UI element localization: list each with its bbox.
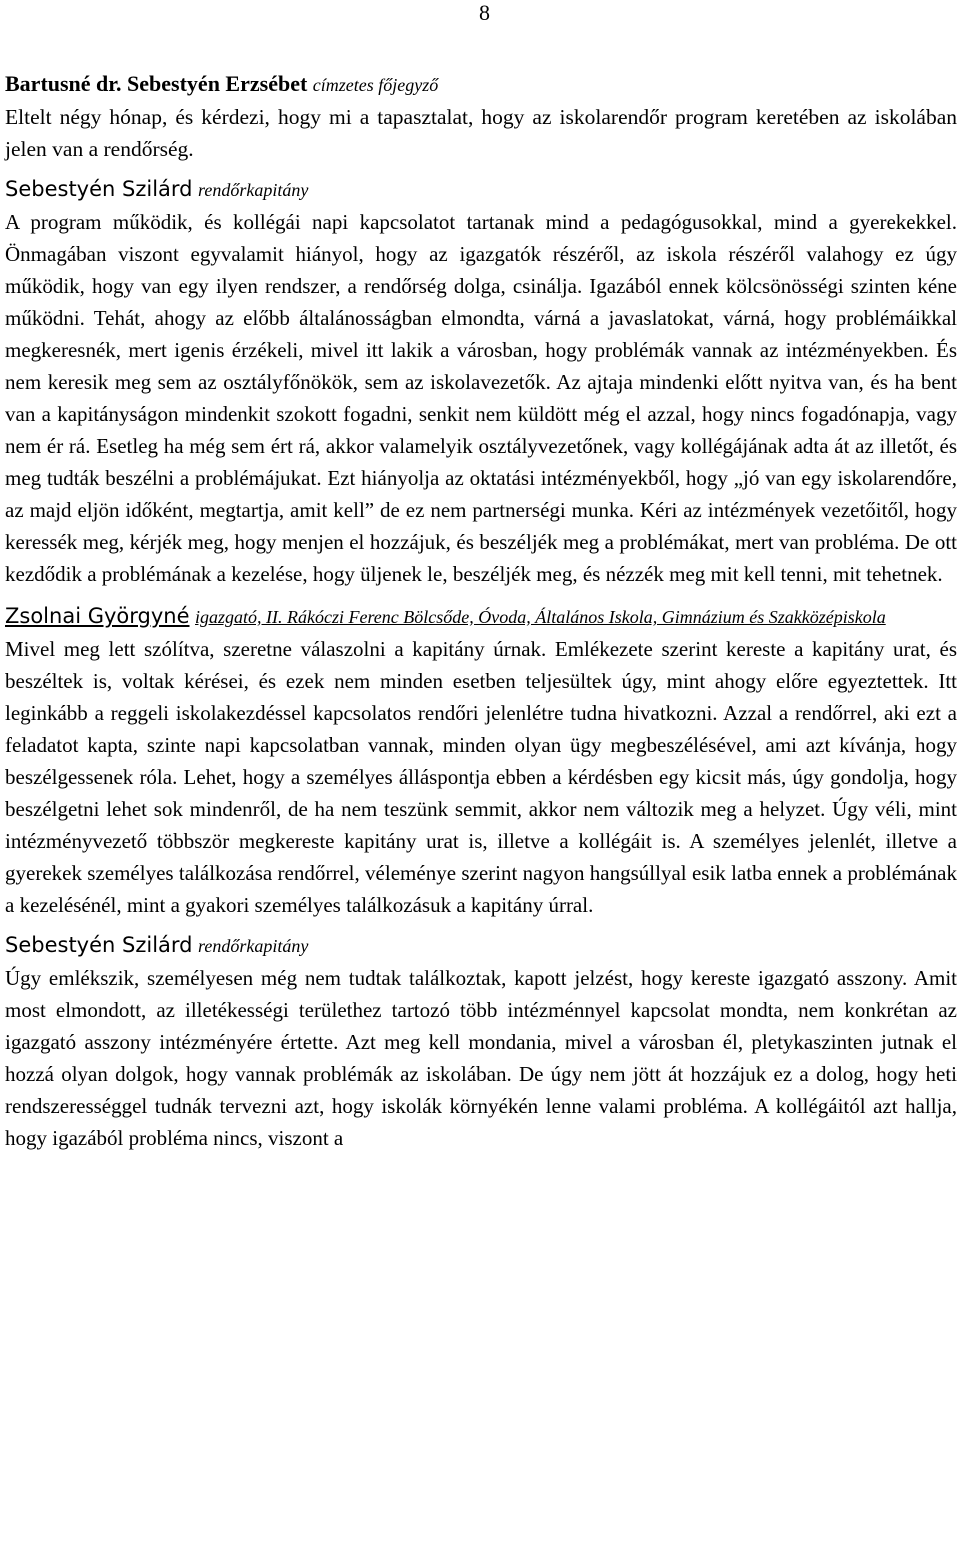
speech-block-2	[5, 173, 957, 590]
speaker-name: Sebestyén Szilárd	[5, 177, 193, 201]
speech-block-3	[5, 600, 957, 921]
speech-text: Mivel meg lett szólítva, szeretne válaszolni a kapitány úrnak. Emlékezete szerint kereste a kapitány urat, és beszéltek is, voltak kérései, és ezek nem minden esetben teljesültek úgy, mint ahogy előre egyeztettek. Itt leginkább a reggeli iskolakezdéssel kapcsolatos rendőri jelenlétre tudna hivatkozni. Azzal a rendőrrel, aki ezt a feladatot kapta, szinte napi kapcsolatban vannak, minden olyan ügy megbeszélésével, ami azt kívánja, hogy beszélgessenek róla. Lehet, hogy a személyes álláspontja ebben a kérdésben egy kicsit más, úgy gondolja, hogy beszélgetni lehet sok mindenről, de ha nem teszünk semmit, akkor nem változik meg a helyzet. Úgy véli, mint intézményvezető többször megkereste kapitány urat is, illetve a kollégáit is. A személyes jelenlét, illetve a gyerekek személyes találkozása rendőrrel, véleménye szerint nagyon hangsúllyal esik latba ennek a problémának a kezelésénél, mint a gyakori személyes találkozásuk a kapitány úrral.	[5, 637, 957, 917]
speaker-role: igazgató, II. Rákóczi Ferenc Bölcsőde, Óvoda, Általános Iskola, Gimnázium és Szakközépiskola	[195, 607, 886, 627]
speech-text: Úgy emlékszik, személyesen még nem tudtak találkoztak, kapott jelzést, hogy kereste igazgató asszony. Amit most elmondott, az illetékességi területhez tartozó több intézménnyel kapcsolat mondta, nem konkrétan az igazgató asszony intézményére értette. Azt meg kell mondania, mivel a városban él, pletykaszinten jutnak el hozzá olyan dolgok, hogy vannak problémák az iskolában. De úgy nem jött át hozzájuk ez a dolog, hogy heti rendszerességgel tudnák tervezni azt, hogy iskolák környékén lenne valami probléma. A kollégáitól azt hallja, hogy igazából probléma nincs, viszont a	[5, 966, 957, 1150]
speech-text: Eltelt négy hónap, és kérdezi, hogy mi a tapasztalat, hogy az iskolarendőr program keretében az iskolában jelen van a rendőrség.	[5, 105, 957, 161]
speaker-name: Sebestyén Szilárd	[5, 933, 193, 957]
speaker-role: rendőrkapitány	[198, 936, 309, 956]
speaker-role: címzetes főjegyző	[312, 75, 439, 95]
speech-block-4	[5, 929, 957, 1154]
speech-text: A program működik, és kollégái napi kapcsolatot tartanak mind a pedagógusokkal, mind a gyerekekkel. Önmagában viszont egyvalamit hiányol, hogy az igazgatók részéről, az iskola részéről valahogy ez úgy működik, hogy van egy ilyen rendszer, a rendőrség dolga, csinálja. Igazából ennek kölcsönösségi szinten kéne működni. Tehát, ahogy az előbb általánosságban elmondta, várná a javaslatokat, várná, hogy problémáikkal megkeresnék, mert igenis érzékeli, mivel itt lakik a városban, hogy problémák vannak az intézményekben. És nem keresik meg sem az osztályfőnökök, sem az iskolavezetők. Az ajtaja mindenki előtt nyitva van, és ha bent van a kapitányságon mindenkit szokott fogadni, senkit nem küldött még el azzal, hogy nincs fogadónapja, vagy nem ér rá. Esetleg ha még sem ért rá, akkor valamelyik osztályvezetőnek, vagy kollégájának adta át az illetőt, és meg tudták beszélni a problémájukat. Ezt hiányolja az oktatási intézményekből, hogy „jó van egy iskolarendőre, az majd eljön időként, megtartja, amit kell” de ez nem partnerségi munka. Kéri az intézmények vezetőitől, hogy keressék meg, kérjék meg, hogy menjen el hozzájuk, és beszéljék meg a problémákat, mert van probléma. De ott kezdődik a problémának a kezelése, hogy üljenek le, beszéljék meg, és nézzék meg mit kell tenni, mit tehetnek.	[5, 210, 957, 586]
speaker-name: Bartusné dr. Sebestyén Erzsébet	[5, 71, 308, 96]
document-body	[5, 68, 957, 1162]
speaker-heading	[5, 929, 957, 962]
speech-block-1	[5, 68, 957, 165]
page-number: 8	[479, 0, 490, 25]
speaker-heading	[5, 173, 957, 206]
speaker-heading	[5, 600, 957, 633]
speaker-heading	[5, 68, 957, 101]
speaker-name: Zsolnai Györgyné	[5, 604, 190, 628]
speaker-role: rendőrkapitány	[198, 180, 309, 200]
